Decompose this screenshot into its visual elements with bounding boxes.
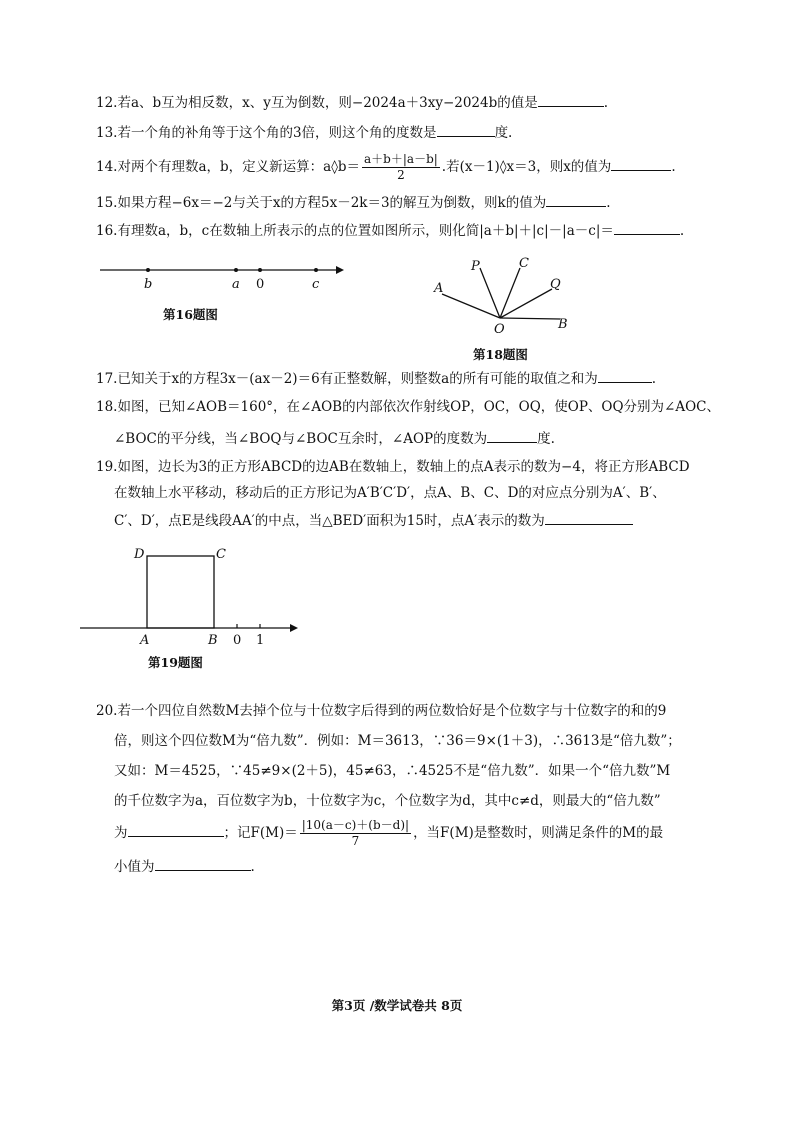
answer-blank-16[interactable] (614, 220, 680, 235)
answer-blank-13[interactable] (437, 122, 495, 137)
question-18-text: ∠BOC的平分线，当∠BOQ与∠BOC互余时，∠AOP的度数为 (114, 431, 488, 447)
label-B: B (558, 317, 568, 332)
label-one-19: 1 (256, 633, 265, 648)
question-12-text: 12.若a、b互为相反数，x、y互为倒数，则−2024a＋3xy−2024b的值是 (96, 95, 538, 111)
question-15-text: 15.如果方程−6x＝−2与关于x的方程5x－2k＝3的解互为倒数，则k的值为 (96, 195, 547, 211)
question-20-line-5 (114, 818, 663, 849)
question-14-text-2: .若(x－1)◊x＝3，则x的值为 (441, 159, 612, 175)
label-Q: Q (550, 277, 561, 292)
point-a (234, 268, 238, 272)
question-13 (96, 122, 512, 142)
question-13-end: 度. (494, 125, 513, 141)
label-a: a (232, 277, 240, 292)
answer-blank-14[interactable] (611, 156, 671, 171)
question-12 (96, 92, 608, 112)
question-20-text-3: ，当F(M)是整数时，则满足条件的M的最 (413, 825, 664, 841)
question-16 (96, 220, 684, 240)
question-14 (96, 152, 676, 183)
ray-OC (500, 268, 520, 318)
label-c: c (312, 277, 320, 292)
answer-blank-19[interactable] (545, 510, 633, 525)
fraction-20-denominator: 7 (351, 834, 360, 848)
question-19-line-2: 在数轴上水平移动，移动后的正方形记为A′B′C′D′，点A、B、C、D的对应点分别为A′、B′、 (114, 485, 666, 501)
number-line-arrow-19 (290, 624, 298, 632)
question-19-line-1: 19.如图，边长为3的正方形ABCD的边AB在数轴上，数轴上的点A表示的数为−4，将正方形ABCD (96, 459, 690, 475)
fraction-14 (362, 152, 440, 183)
question-13-text: 13.若一个角的补角等于这个角的3倍，则这个角的度数是 (96, 125, 437, 141)
label-zero: 0 (256, 277, 265, 292)
fraction-20-numerator: |10(a－c)＋(b－d)| (301, 818, 410, 832)
figure-19-square-diagram (80, 544, 310, 648)
point-b (146, 268, 150, 272)
question-15 (96, 192, 611, 212)
figure-18-caption: 第18题图 (473, 347, 528, 362)
question-19-text: C′、D′，点E是线段AA′的中点，当△BED′面积为15时，点A′表示的数为 (114, 513, 545, 529)
question-16-end: . (679, 223, 685, 239)
label-C: C (519, 256, 529, 271)
answer-blank-17[interactable] (598, 368, 652, 383)
question-14-text: 14.对两个有理数a，b，定义新运算：a◊b＝ (96, 159, 361, 175)
question-20-text-4: 小值为 (114, 859, 155, 875)
label-zero-19: 0 (233, 633, 242, 648)
label-A: A (434, 281, 444, 296)
question-20-line-3: 又如：M＝4525，∵45≠9×(2＋5)，45≠63，∴4525不是“倍九数”．如果一个“倍九数”M (114, 763, 671, 779)
question-20-text: 为 (114, 825, 128, 841)
question-19-line-3 (114, 510, 633, 530)
question-18-end: 度. (537, 431, 555, 447)
answer-blank-12[interactable] (538, 92, 604, 107)
question-20-line-1: 20.若一个四位自然数M去掉个位与十位数字后得到的两位数恰好是个位数字与十位数字的和的9 (96, 703, 667, 719)
question-15-end: . (606, 195, 611, 211)
answer-blank-18[interactable] (487, 428, 537, 443)
square-ABCD (147, 556, 214, 628)
ray-OQ (500, 289, 552, 318)
label-A-19: A (140, 633, 150, 648)
question-18-line-1: 18.如图，已知∠AOB＝160°，在∠AOB的内部依次作射线OP，OC，OQ，使OP、OQ分别为∠AOC、 (96, 399, 721, 415)
question-20-line-4: 的千位数字为a，百位数字为b，十位数字为c，个位数字为d，其中c≠d，则最大的“倍九数” (114, 793, 661, 809)
ray-OB (500, 318, 560, 319)
answer-blank-20b[interactable] (155, 856, 251, 871)
point-c (314, 268, 318, 272)
label-D: D (134, 547, 145, 562)
fraction-14-numerator: a＋b＋|a－b| (364, 152, 438, 166)
point-zero (258, 268, 262, 272)
question-17 (96, 368, 656, 388)
question-12-end: . (603, 95, 609, 111)
label-O: O (494, 322, 505, 337)
question-14-end: . (671, 159, 676, 175)
question-17-end: . (651, 371, 657, 387)
figure-16-caption: 第16题图 (163, 307, 218, 322)
question-20-line-6 (114, 856, 255, 876)
label-B-19: B (208, 633, 218, 648)
label-C-19: C (216, 547, 226, 562)
fraction-14-denominator: 2 (397, 168, 405, 182)
question-20-line-2: 倍，则这个四位数M为“倍九数”．例如：M＝3613，∵36＝9×(1＋3)，∴3613是“倍九数”； (114, 733, 681, 749)
question-17-text: 17.已知关于x的方程3x－(ax－2)＝6有正整数解，则整数a的所有可能的取值之和为 (96, 371, 598, 387)
label-b: b (144, 277, 153, 292)
answer-blank-20a[interactable] (128, 822, 224, 837)
label-P: P (471, 259, 480, 274)
figure-19-caption: 第19题图 (148, 655, 203, 670)
question-16-text: 16.有理数a，b，c在数轴上所表示的点的位置如图所示，则化简|a＋b|＋|c|－|a－c|＝ (96, 223, 614, 239)
figure-16-number-line (100, 258, 360, 298)
question-18-line-2 (114, 428, 555, 448)
fraction-20 (300, 818, 411, 849)
page-footer: 第3页 /数学试卷共 8页 (331, 998, 463, 1013)
question-20-text-2: ；记F(M)＝ (223, 825, 298, 841)
answer-blank-15[interactable] (546, 192, 606, 207)
question-20-end: . (250, 859, 255, 875)
number-line-arrow (336, 266, 344, 274)
figure-18-angle-diagram (430, 256, 580, 336)
